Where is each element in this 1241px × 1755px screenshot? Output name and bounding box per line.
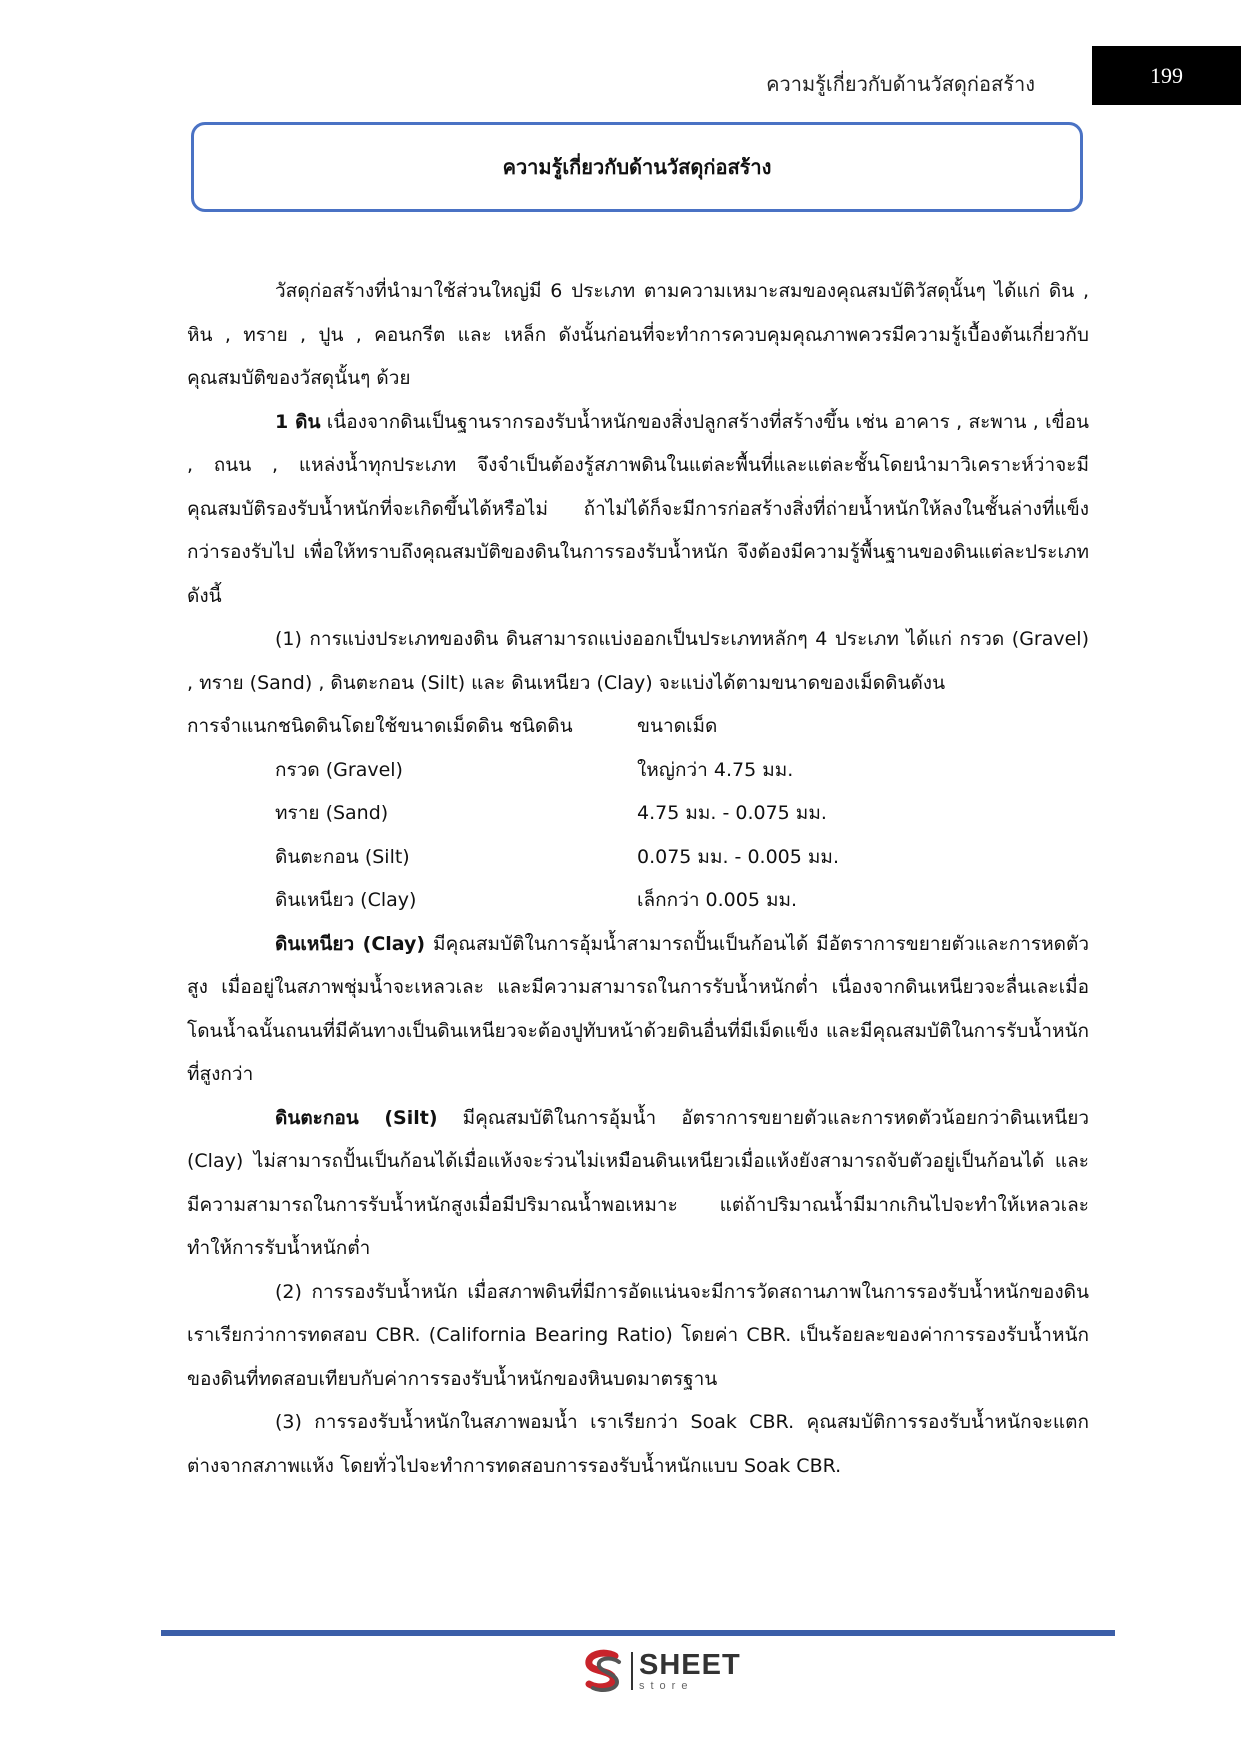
soil-type: ดินตะกอน (Silt) <box>275 845 410 868</box>
logo-word: SHEET <box>639 1648 741 1681</box>
soak-paragraph: (3) การรองรับน้ำหนักในสภาพอมน้ำ เราเรียกว่า Soak CBR. คุณสมบัติการรองรับน้ำหนักจะแตกต่างจากสภาพแห้ง โดยทั่วไปจะทำการทดสอบการรองรับน้ำหนักแบบ Soak CBR. <box>187 1411 1089 1477</box>
classification-paragraph: (1) การแบ่งประเภทของดิน ดินสามารถแบ่งออกเป็นประเภทหลักๆ 4 ประเภท ได้แก่ กรวด (Gravel) , ทราย (Sand) , ดินตะกอน (Silt) และ ดินเหนียว (Clay) จะแบ่งได้ตามขนาดของเม็ดดินดังน <box>187 628 1089 694</box>
logo-separator <box>631 1652 633 1690</box>
logo-text <box>639 1648 741 1692</box>
table-header-left: การจำแนกชนิดดินโดยใช้ขนาดเม็ดดิน ชนิดดิน <box>187 715 573 737</box>
table-row <box>187 749 1089 793</box>
footer-divider <box>161 1630 1115 1636</box>
table-row <box>187 792 1089 836</box>
section-title-box <box>191 122 1083 212</box>
table-row <box>187 836 1089 880</box>
table-row <box>187 879 1089 923</box>
grain-size: เล็กกว่า 0.005 มม. <box>637 889 798 911</box>
soil-type: กรวด (Gravel) <box>275 758 403 781</box>
soil-type: ทราย (Sand) <box>275 802 389 824</box>
section-title: ความรู้เกี่ยวกับด้านวัสดุก่อสร้าง <box>502 155 772 179</box>
grain-size: ใหญ่กว่า 4.75 มม. <box>637 758 794 781</box>
running-header-title: ความรู้เกี่ยวกับด้านวัสดุก่อสร้าง <box>766 72 1035 96</box>
page-number-box <box>1092 46 1241 105</box>
logo-subtext: store <box>639 1679 694 1692</box>
silt-text: มีคุณสมบัติในการอุ้มน้ำ อัตราการขยายตัวและการหดตัวน้อยกว่าดินเหนียว (Clay) ไม่สามารถปั้นเป็นก้อนได้เมื่อแห้งจะร่วนไม่เหมือนดินเหนียวเมื่อแห้งยังสามารถจับตัวอยู่เป็นก้อนได้ และมีความสามารถในการรับน้ำหนักสูงเมื่อมีปริมาณน้ำพอเหมาะ แต่ถ้าปริมาณน้ำมีมากเกินไปจะทำให้เหลวเละทำให้การรับน้ำหนักต่ำ <box>187 1106 1089 1259</box>
clay-heading: ดินเหนียว (Clay) <box>275 932 426 955</box>
grain-size: 4.75 มม. - 0.075 มม. <box>637 802 827 824</box>
soil-type: ดินเหนียว (Clay) <box>275 889 417 911</box>
soil-paragraph <box>187 401 1089 619</box>
page-number: 199 <box>1150 62 1183 88</box>
clay-paragraph <box>187 923 1089 1097</box>
silt-heading: ดินตะกอน (Silt) <box>275 1106 438 1129</box>
grain-size: 0.075 มม. - 0.005 มม. <box>637 845 839 868</box>
soil-heading: 1 ดิน <box>275 410 321 433</box>
document-body <box>187 270 1089 1488</box>
sheet-store-logo-icon <box>577 1648 627 1694</box>
bearing-paragraph: (2) การรองรับน้ำหนัก เมื่อสภาพดินที่มีการอัดแน่นจะมีการวัดสถานภาพในการรองรับน้ำหนักของดิน เราเรียกว่าการทดสอบ CBR. (California Bearing Ratio) โดยค่า CBR. เป็นร้อยละของค่าการรองรับน้ำหนักของดินที่ทดสอบเทียบกับค่าการรองรับน้ำหนักของหินบดมาตรฐาน <box>187 1280 1089 1390</box>
table-header-right: ขนาดเม็ด <box>637 715 718 737</box>
silt-paragraph <box>187 1097 1089 1271</box>
soil-table-header <box>187 705 1089 749</box>
clay-text: มีคุณสมบัติในการอุ้มน้ำสามารถปั้นเป็นก้อนได้ มีอัตราการขยายตัวและการหดตัวสูง เมื่ออยู่ในสภาพชุ่มน้ำจะเหลวเละ และมีความสามารถในการรับน้ำหนักต่ำ เนื่องจากดินเหนียวจะลื่นเละเมื่อโดนน้ำฉนั้นถนนที่มีคันทางเป็นดินเหนียวจะต้องปูทับหน้าด้วยดินอื่นที่มีเม็ดแข็ง และมีคุณสมบัติในการรับน้ำหนักที่สูงกว่า <box>187 932 1089 1085</box>
intro-paragraph: วัสดุก่อสร้างที่นำมาใช้ส่วนใหญ่มี 6 ประเภท ตามความเหมาะสมของคุณสมบัติวัสดุนั้นๆ ได้แก่ ดิน , หิน , ทราย , ปูน , คอนกรีต และ เหล็ก ดังนั้นก่อนที่จะทำการควบคุมคุณภาพควรมีความรู้เบื้องต้นเกี่ยวกับคุณสมบัติของวัสดุนั้นๆ ด้วย <box>187 280 1089 389</box>
soil-text: เนื่องจากดินเป็นฐานรากรองรับน้ำหนักของสิ่งปลูกสร้างที่สร้างขึ้น เช่น อาคาร , สะพาน , เขื่อน , ถนน , แหล่งน้ำทุกประเภท จึงจำเป็นต้องรู้สภาพดินในแต่ละพื้นที่และแต่ละชั้นโดยนำมาวิเคราะห์ว่าจะมีคุณสมบัติรองรับน้ำหนักที่จะเกิดขึ้นได้หรือไม่ ถ้าไม่ได้ก็จะมีการก่อสร้างสิ่งที่ถ่ายน้ำหนักให้ลงในชั้นล่างที่แข็งกว่ารองรับไป เพื่อให้ทราบถึงคุณสมบัติของดินในการรองรับน้ำหนัก จึงต้องมีความรู้พื้นฐานของดินแต่ละประเภทดังนี้ <box>187 410 1089 607</box>
sheet-store-logo <box>577 1648 741 1694</box>
